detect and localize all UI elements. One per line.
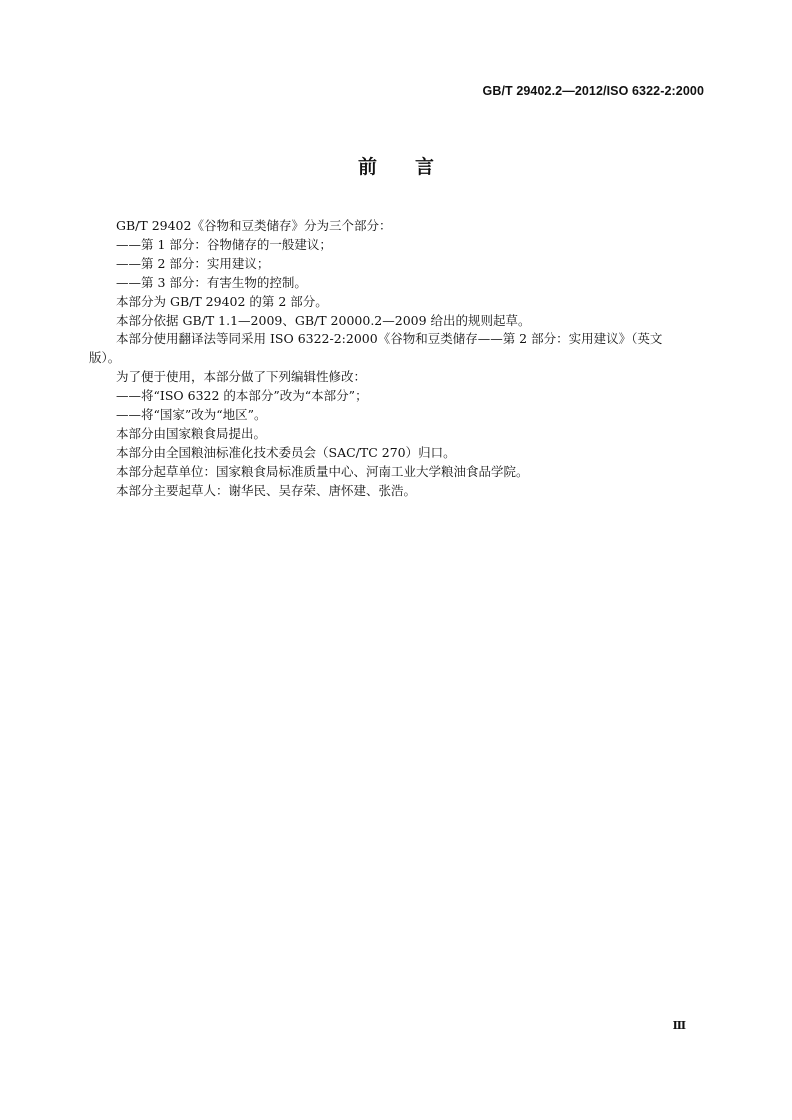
paragraph-drafters: 本部分主要起草人：谢华民、吴存荣、唐怀建、张浩。: [116, 482, 417, 498]
paragraph-editorial-changes: 为了便于使用，本部分做了下列编辑性修改：: [116, 369, 367, 385]
paragraph-proposer: 本部分由国家粮食局提出。: [116, 425, 267, 441]
paragraph-this-part: 本部分为 GB/T 29402 的第 2 部分。: [116, 293, 328, 309]
list-item-part-3: ——第 3 部分：有害生物的控制。: [116, 274, 307, 290]
standard-code-header: GB/T 29402.2—2012/ISO 6322-2:2000: [482, 84, 704, 98]
paragraph-translation: 本部分使用翻译法等同采用 ISO 6322-2:2000《谷物和豆类储存——第 2 部分：实用建议》（英文: [116, 331, 663, 347]
page-title: 前言: [357, 156, 472, 178]
list-item-part-1: ——第 1 部分：谷物储存的一般建议；: [116, 236, 332, 252]
paragraph-drafting-units: 本部分起草单位：国家粮食局标准质量中心、河南工业大学粮油食品学院。: [116, 463, 529, 479]
list-item-change-1: ——将“ISO 6322 的本部分”改为“本部分”；: [116, 388, 368, 404]
page-number: Ⅲ: [672, 1019, 686, 1032]
list-item-part-2: ——第 2 部分：实用建议；: [116, 255, 270, 271]
paragraph-drafting-rules: 本部分依据 GB/T 1.1—2009、GB/T 20000.2—2009 给出的规则起草。: [116, 312, 531, 328]
paragraph-translation-continued: 版）。: [89, 350, 121, 366]
paragraph-committee: 本部分由全国粮油标准化技术委员会（SAC/TC 270）归口。: [116, 444, 456, 460]
paragraph-parts-intro: GB/T 29402《谷物和豆类储存》分为三个部分：: [116, 218, 392, 233]
foreword-body: [89, 217, 704, 501]
list-item-change-2: ——将“国家”改为“地区”。: [116, 407, 267, 423]
